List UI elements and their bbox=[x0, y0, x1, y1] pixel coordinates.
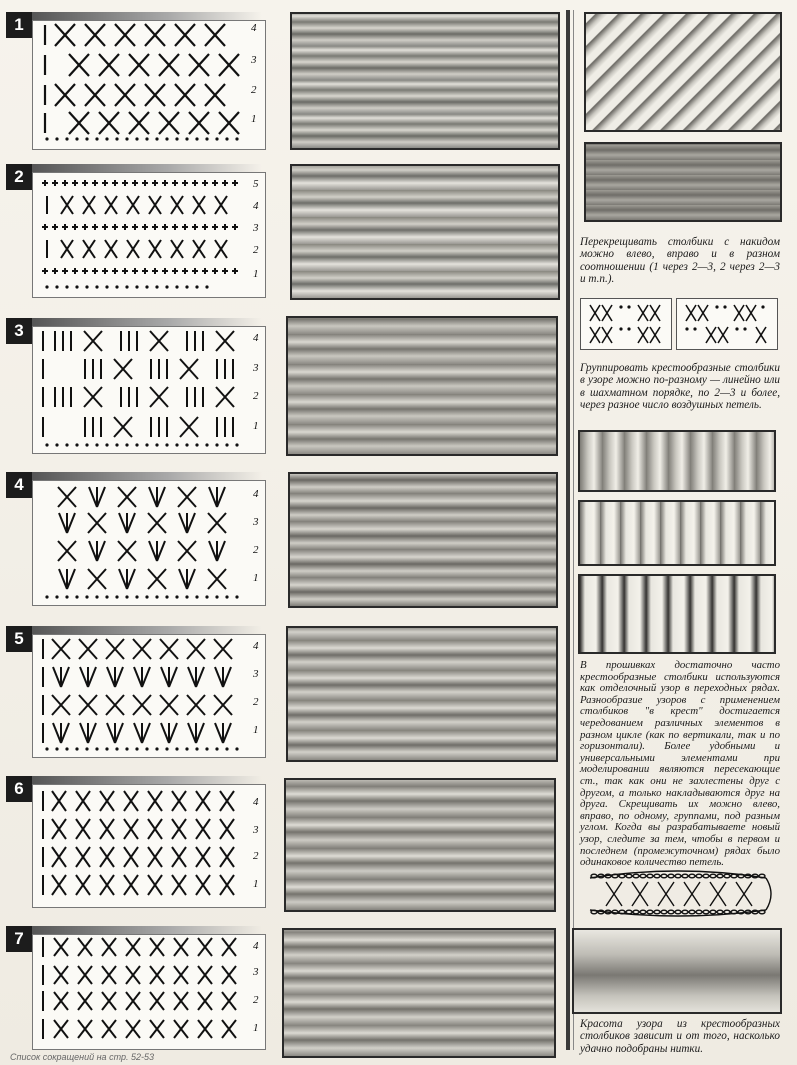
chain-stitch-symbol bbox=[95, 443, 98, 446]
fan-stitch-symbol bbox=[61, 667, 69, 687]
fan-stitch-symbol bbox=[149, 487, 157, 507]
fan-stitch-symbol bbox=[215, 723, 223, 743]
chain-stitch-symbol bbox=[85, 285, 88, 288]
chain-stitch-symbol bbox=[65, 137, 68, 140]
pattern-number-2 bbox=[6, 164, 32, 190]
fan-stitch-symbol bbox=[157, 487, 165, 507]
chain-stitch-symbol bbox=[105, 747, 108, 750]
chain-stitch-symbol bbox=[165, 285, 168, 288]
chain-stitch-symbol bbox=[125, 595, 128, 598]
chain-stitch-symbol bbox=[225, 747, 228, 750]
chain-loop-symbol bbox=[696, 874, 702, 878]
yarn-sample-photo bbox=[572, 928, 782, 1014]
chain-stitch-symbol bbox=[155, 285, 158, 288]
chain-stitch-symbol bbox=[115, 747, 118, 750]
row-label: 2 bbox=[253, 544, 259, 556]
knit-swatch-photo-7 bbox=[282, 928, 556, 1058]
row-label: 1 bbox=[253, 724, 259, 736]
chain-loop-symbol bbox=[724, 910, 730, 914]
chain-stitch-symbol bbox=[205, 595, 208, 598]
chain-stitch-symbol bbox=[165, 595, 168, 598]
fan-stitch-symbol bbox=[187, 569, 195, 589]
chain-stitch-symbol bbox=[115, 137, 118, 140]
chain-stitch-symbol bbox=[215, 747, 218, 750]
chain-stitch-symbol bbox=[145, 137, 148, 140]
chain-loop-symbol bbox=[703, 910, 709, 914]
fan-stitch-symbol bbox=[115, 667, 123, 687]
pattern-number-1 bbox=[6, 12, 32, 38]
chain-loop-symbol bbox=[591, 874, 597, 878]
pattern-header-bar bbox=[32, 926, 262, 934]
chain-stitch-symbol bbox=[627, 327, 630, 330]
chain-stitch-symbol bbox=[185, 137, 188, 140]
fan-stitch-symbol bbox=[187, 513, 195, 533]
fan-stitch-symbol bbox=[61, 723, 69, 743]
chain-stitch-symbol bbox=[95, 137, 98, 140]
chain-loop-symbol bbox=[591, 910, 597, 914]
chain-stitch-symbol bbox=[235, 137, 238, 140]
row-label: 1 bbox=[253, 268, 259, 280]
caption-crossing-direction: Перекрещивать столбики с накидом можно влево, вправо и в разном соотношении (1 через 2—3, 2 через 2—3 и т.п.). bbox=[580, 236, 780, 286]
chain-loop-symbol bbox=[689, 874, 695, 878]
chain-loop-symbol bbox=[626, 910, 632, 914]
chain-stitch-symbol bbox=[185, 595, 188, 598]
chain-loop-symbol bbox=[675, 910, 681, 914]
chain-stitch-symbol bbox=[145, 595, 148, 598]
fan-stitch-symbol bbox=[149, 541, 157, 561]
pattern-number-label: 3 bbox=[14, 321, 24, 340]
chain-stitch-symbol bbox=[105, 285, 108, 288]
chain-stitch-symbol bbox=[105, 595, 108, 598]
chain-stitch-symbol bbox=[619, 305, 622, 308]
mini-diagram-linear bbox=[580, 298, 672, 350]
row-label: 5 bbox=[253, 178, 259, 190]
stitch-diagram-4 bbox=[32, 480, 266, 606]
chain-stitch-symbol bbox=[85, 747, 88, 750]
chain-stitch-symbol bbox=[165, 747, 168, 750]
chain-stitch-symbol bbox=[45, 137, 48, 140]
fan-stitch-symbol bbox=[89, 541, 97, 561]
chain-loop-symbol bbox=[717, 910, 723, 914]
diagram-3-svg bbox=[33, 327, 265, 453]
caption-grouping: Группировать крестообразные столбики в узоре можно по-разному — линейно или в шахматном порядке, по 2—3 и более, через разное число воздушных петель. bbox=[580, 362, 780, 412]
pattern-header-bar bbox=[32, 626, 262, 634]
chain-stitch-symbol bbox=[175, 595, 178, 598]
fan-stitch-symbol bbox=[217, 541, 225, 561]
chain-loop-symbol bbox=[612, 910, 618, 914]
pattern-number-5 bbox=[6, 626, 32, 652]
mini-diagram-checkerboard bbox=[676, 298, 778, 350]
fan-stitch-symbol bbox=[80, 667, 88, 687]
chain-stitch-symbol bbox=[743, 327, 746, 330]
diagram-6-svg bbox=[33, 785, 265, 907]
chain-loop-symbol bbox=[717, 874, 723, 878]
chain-stitch-symbol bbox=[693, 327, 696, 330]
row-label: 2 bbox=[253, 850, 259, 862]
chain-stitch-symbol bbox=[685, 327, 688, 330]
chain-stitch-symbol bbox=[225, 137, 228, 140]
row-label: 4 bbox=[253, 940, 259, 952]
knit-swatch-photo-2 bbox=[290, 164, 560, 300]
fan-stitch-symbol bbox=[107, 723, 115, 743]
chain-loop-symbol bbox=[619, 910, 625, 914]
fan-stitch-symbol bbox=[67, 513, 75, 533]
fan-stitch-symbol bbox=[209, 487, 217, 507]
chain-stitch-symbol bbox=[235, 443, 238, 446]
chain-loop-symbol bbox=[661, 910, 667, 914]
chain-loop-symbol bbox=[612, 874, 618, 878]
pattern-number-label: 7 bbox=[14, 929, 24, 948]
chain-stitch-symbol bbox=[65, 747, 68, 750]
stitch-diagram-6 bbox=[32, 784, 266, 908]
chain-stitch-symbol bbox=[45, 747, 48, 750]
chain-stitch-symbol bbox=[195, 595, 198, 598]
chain-stitch-symbol bbox=[215, 595, 218, 598]
chain-stitch-symbol bbox=[65, 285, 68, 288]
chain-crossing-diagram-svg bbox=[580, 864, 776, 922]
chain-stitch-symbol bbox=[85, 595, 88, 598]
row-label: 1 bbox=[253, 420, 259, 432]
fan-stitch-symbol bbox=[179, 569, 187, 589]
chain-loop-symbol bbox=[668, 874, 674, 878]
chain-stitch-symbol bbox=[145, 747, 148, 750]
caption-yarn-choice: Красота узора из крестообразных столбиков зависит и от того, насколько удачно подобраны нитки. bbox=[580, 1018, 780, 1055]
knit-swatch-photo-1 bbox=[290, 12, 560, 150]
chain-loop-symbol bbox=[731, 910, 737, 914]
stitch-diagram-7 bbox=[32, 934, 266, 1050]
chain-stitch-symbol bbox=[45, 443, 48, 446]
chain-stitch-symbol bbox=[195, 285, 198, 288]
fan-stitch-symbol bbox=[53, 667, 61, 687]
chain-loop-symbol bbox=[759, 874, 765, 878]
chain-loop-symbol bbox=[640, 874, 646, 878]
chain-loop-symbol bbox=[710, 874, 716, 878]
fan-stitch-symbol bbox=[89, 487, 97, 507]
pattern-header-bar bbox=[32, 318, 262, 326]
fan-stitch-symbol bbox=[107, 667, 115, 687]
chain-stitch-symbol bbox=[195, 747, 198, 750]
chain-stitch-symbol bbox=[65, 595, 68, 598]
knit-swatch-photo-5 bbox=[286, 626, 558, 762]
fan-stitch-symbol bbox=[188, 723, 196, 743]
chain-stitch-symbol bbox=[65, 443, 68, 446]
footer-reference: Список сокращений на стр. 52-53 bbox=[10, 1052, 154, 1062]
insertion-swatch-photo-3 bbox=[578, 574, 776, 654]
row-label: 1 bbox=[253, 572, 259, 584]
row-label: 1 bbox=[253, 1022, 259, 1034]
pattern-header-bar bbox=[32, 472, 262, 480]
chain-stitch-symbol bbox=[225, 595, 228, 598]
fan-stitch-symbol bbox=[142, 667, 150, 687]
fan-stitch-symbol bbox=[142, 723, 150, 743]
diagram-5-svg bbox=[33, 635, 265, 757]
chain-stitch-symbol bbox=[761, 305, 764, 308]
pattern-number-label: 1 bbox=[14, 15, 24, 34]
row-label: 3 bbox=[253, 824, 259, 836]
pattern-number-6 bbox=[6, 776, 32, 802]
chain-stitch-symbol bbox=[135, 443, 138, 446]
row-label: 3 bbox=[253, 668, 259, 680]
chain-loop-symbol bbox=[661, 874, 667, 878]
chain-stitch-symbol bbox=[115, 285, 118, 288]
chain-stitch-symbol bbox=[135, 285, 138, 288]
chain-loop-symbol bbox=[654, 910, 660, 914]
chain-stitch-symbol bbox=[115, 443, 118, 446]
mini-diagram-linear-svg bbox=[581, 299, 671, 349]
chain-stitch-symbol bbox=[145, 443, 148, 446]
chain-stitch-symbol bbox=[95, 285, 98, 288]
chain-stitch-symbol bbox=[55, 747, 58, 750]
chain-loop-symbol bbox=[654, 874, 660, 878]
chain-stitch-symbol bbox=[205, 137, 208, 140]
chain-stitch-symbol bbox=[205, 285, 208, 288]
fan-stitch-symbol bbox=[217, 487, 225, 507]
chain-stitch-symbol bbox=[215, 443, 218, 446]
row-label: 2 bbox=[251, 84, 257, 96]
chain-stitch-symbol bbox=[125, 285, 128, 288]
chain-loop-symbol bbox=[619, 874, 625, 878]
fan-stitch-symbol bbox=[169, 667, 177, 687]
fan-stitch-symbol bbox=[209, 541, 217, 561]
pattern-number-7 bbox=[6, 926, 32, 952]
stitch-diagram-1 bbox=[32, 20, 266, 150]
insertion-swatch-photo-2 bbox=[578, 500, 776, 566]
fan-stitch-symbol bbox=[179, 513, 187, 533]
fan-stitch-symbol bbox=[169, 723, 177, 743]
chain-stitch-symbol bbox=[225, 443, 228, 446]
chain-stitch-symbol bbox=[85, 443, 88, 446]
chain-loop-symbol bbox=[675, 874, 681, 878]
chain-stitch-symbol bbox=[135, 137, 138, 140]
pattern-header-bar bbox=[32, 776, 262, 784]
fan-stitch-symbol bbox=[196, 723, 204, 743]
chain-loop-symbol bbox=[738, 874, 744, 878]
pattern-header-bar bbox=[32, 12, 262, 20]
chain-stitch-symbol bbox=[135, 595, 138, 598]
chain-stitch-symbol bbox=[55, 595, 58, 598]
fan-stitch-symbol bbox=[115, 723, 123, 743]
chain-loop-symbol bbox=[626, 874, 632, 878]
chain-crossing-diagram bbox=[580, 864, 776, 922]
chain-loop-symbol bbox=[682, 910, 688, 914]
row-label: 3 bbox=[251, 54, 257, 66]
chain-loop-symbol bbox=[731, 874, 737, 878]
row-label: 2 bbox=[253, 696, 259, 708]
chain-stitch-symbol bbox=[165, 137, 168, 140]
chain-loop-symbol bbox=[759, 910, 765, 914]
chain-stitch-symbol bbox=[75, 443, 78, 446]
chain-stitch-symbol bbox=[145, 285, 148, 288]
chain-loop-symbol bbox=[703, 874, 709, 878]
stitch-diagram-5 bbox=[32, 634, 266, 758]
chain-stitch-symbol bbox=[205, 747, 208, 750]
pattern-number-label: 4 bbox=[14, 475, 24, 494]
chain-loop-symbol bbox=[640, 910, 646, 914]
row-label: 4 bbox=[253, 640, 259, 652]
stitch-diagram-2 bbox=[32, 172, 266, 298]
row-label: 4 bbox=[253, 332, 259, 344]
fan-stitch-symbol bbox=[97, 541, 105, 561]
fan-stitch-symbol bbox=[53, 723, 61, 743]
chain-stitch-symbol bbox=[723, 305, 726, 308]
mini-diagram-checkerboard-svg bbox=[677, 299, 777, 349]
diagram-7-svg bbox=[33, 935, 265, 1049]
chain-stitch-symbol bbox=[105, 137, 108, 140]
chain-turn bbox=[766, 878, 771, 910]
fan-stitch-symbol bbox=[196, 667, 204, 687]
row-label: 4 bbox=[253, 796, 259, 808]
chain-stitch-symbol bbox=[175, 443, 178, 446]
insertion-swatch-photo-1 bbox=[578, 430, 776, 492]
chain-stitch-symbol bbox=[135, 747, 138, 750]
fan-stitch-symbol bbox=[80, 723, 88, 743]
chain-stitch-symbol bbox=[95, 747, 98, 750]
fan-stitch-symbol bbox=[188, 667, 196, 687]
fan-stitch-symbol bbox=[134, 723, 142, 743]
chain-loop-symbol bbox=[633, 874, 639, 878]
row-label: 3 bbox=[253, 516, 259, 528]
chain-stitch-symbol bbox=[185, 285, 188, 288]
chain-stitch-symbol bbox=[105, 443, 108, 446]
chain-stitch-symbol bbox=[175, 137, 178, 140]
chain-stitch-symbol bbox=[85, 137, 88, 140]
row-label: 3 bbox=[253, 966, 259, 978]
chain-stitch-symbol bbox=[627, 305, 630, 308]
row-label: 3 bbox=[253, 362, 259, 374]
pattern-number-label: 6 bbox=[14, 779, 24, 798]
fan-stitch-symbol bbox=[97, 487, 105, 507]
fan-stitch-symbol bbox=[157, 541, 165, 561]
chain-stitch-symbol bbox=[215, 137, 218, 140]
chain-stitch-symbol bbox=[185, 443, 188, 446]
pattern-number-label: 5 bbox=[14, 629, 24, 648]
row-label: 3 bbox=[253, 222, 259, 234]
knit-swatch-photo-3 bbox=[286, 316, 558, 456]
chain-loop-symbol bbox=[724, 874, 730, 878]
fan-stitch-symbol bbox=[88, 723, 96, 743]
lace-swatch-photo-1 bbox=[584, 12, 782, 132]
chain-loop-symbol bbox=[668, 910, 674, 914]
row-label: 1 bbox=[251, 113, 257, 125]
fan-stitch-symbol bbox=[67, 569, 75, 589]
fan-stitch-symbol bbox=[119, 569, 127, 589]
chain-stitch-symbol bbox=[45, 595, 48, 598]
chain-stitch-symbol bbox=[155, 747, 158, 750]
chain-stitch-symbol bbox=[185, 747, 188, 750]
chain-stitch-symbol bbox=[75, 285, 78, 288]
chain-stitch-symbol bbox=[165, 443, 168, 446]
chain-stitch-symbol bbox=[735, 327, 738, 330]
chain-loop-symbol bbox=[633, 910, 639, 914]
diagram-2-svg bbox=[33, 173, 265, 297]
chain-stitch-symbol bbox=[45, 285, 48, 288]
row-label: 2 bbox=[253, 994, 259, 1006]
chain-stitch-symbol bbox=[55, 285, 58, 288]
diagram-4-svg bbox=[33, 481, 265, 605]
knit-swatch-photo-4 bbox=[288, 472, 558, 608]
fan-stitch-symbol bbox=[59, 513, 67, 533]
mini-checker-group bbox=[685, 305, 766, 343]
fan-stitch-symbol bbox=[215, 667, 223, 687]
pattern-number-4 bbox=[6, 472, 32, 498]
fan-stitch-symbol bbox=[127, 513, 135, 533]
chain-stitch-symbol bbox=[195, 443, 198, 446]
pattern-number-3 bbox=[6, 318, 32, 344]
chain-stitch-symbol bbox=[155, 137, 158, 140]
fan-stitch-symbol bbox=[59, 569, 67, 589]
chain-loop-symbol bbox=[689, 910, 695, 914]
chain-stitch-symbol bbox=[55, 137, 58, 140]
chain-stitch-symbol bbox=[155, 443, 158, 446]
chain-stitch-symbol bbox=[125, 137, 128, 140]
row-label: 2 bbox=[253, 390, 259, 402]
column-divider-thin bbox=[573, 10, 574, 1050]
diagram-1-svg bbox=[33, 21, 265, 149]
chain-stitch-symbol bbox=[619, 327, 622, 330]
chain-stitch-symbol bbox=[155, 595, 158, 598]
chain-loop-symbol bbox=[647, 874, 653, 878]
row-label: 4 bbox=[253, 200, 259, 212]
chain-stitch-symbol bbox=[175, 747, 178, 750]
chain-stitch-symbol bbox=[125, 443, 128, 446]
caption-insertions: В прошивках достаточно часто крестообразные столбики используются как отделочный узор в переходных рядах. Разнообразие узоров с применением столбиков "в крест" достигается чередованием различных элементов в разном цикле (как по вертикали, так и по горизонтали). Более удобными и универсальными элементами при моделировании являются пересекающие ст., так как они не захлестены друг с другом, а только накладываются друг на друга. Скрещивать их можно влево, вправо, по одному, группами, под разным углом. Когда вы разрабатываете новый узор, следите за тем, чтобы в первом и последнем (промежуточном) рядах было одинаковое количество петель. bbox=[580, 659, 780, 869]
fan-stitch-symbol bbox=[161, 667, 169, 687]
chain-loop-symbol bbox=[647, 910, 653, 914]
row-label: 2 bbox=[253, 244, 259, 256]
chain-stitch-symbol bbox=[205, 443, 208, 446]
fan-stitch-symbol bbox=[223, 723, 231, 743]
chain-stitch-symbol bbox=[235, 747, 238, 750]
pattern-header-bar bbox=[32, 164, 262, 172]
pattern-number-label: 2 bbox=[14, 167, 24, 186]
knit-swatch-photo-6 bbox=[284, 778, 556, 912]
chain-stitch-symbol bbox=[75, 595, 78, 598]
chain-stitch-symbol bbox=[55, 443, 58, 446]
chain-stitch-symbol bbox=[235, 595, 238, 598]
chain-stitch-symbol bbox=[75, 137, 78, 140]
chain-loop-symbol bbox=[710, 910, 716, 914]
chain-crossing-group bbox=[590, 871, 771, 916]
chain-stitch-symbol bbox=[115, 595, 118, 598]
chain-stitch-symbol bbox=[715, 305, 718, 308]
chain-loop-symbol bbox=[738, 910, 744, 914]
fan-stitch-symbol bbox=[119, 513, 127, 533]
chain-stitch-symbol bbox=[125, 747, 128, 750]
chain-stitch-symbol bbox=[175, 285, 178, 288]
chain-stitch-symbol bbox=[95, 595, 98, 598]
chain-loop-symbol bbox=[696, 910, 702, 914]
fan-stitch-symbol bbox=[223, 667, 231, 687]
column-divider bbox=[566, 10, 570, 1050]
row-label: 4 bbox=[251, 22, 257, 34]
fan-stitch-symbol bbox=[127, 569, 135, 589]
mini-linear-group bbox=[590, 305, 660, 343]
row-label: 4 bbox=[253, 488, 259, 500]
chain-stitch-symbol bbox=[75, 747, 78, 750]
chain-stitch-symbol bbox=[195, 137, 198, 140]
row-label: 1 bbox=[253, 878, 259, 890]
stitch-diagram-3 bbox=[32, 326, 266, 454]
chain-loop-symbol bbox=[682, 874, 688, 878]
fan-stitch-symbol bbox=[161, 723, 169, 743]
fan-stitch-symbol bbox=[134, 667, 142, 687]
lace-swatch-photo-2 bbox=[584, 142, 782, 222]
fan-stitch-symbol bbox=[88, 667, 96, 687]
